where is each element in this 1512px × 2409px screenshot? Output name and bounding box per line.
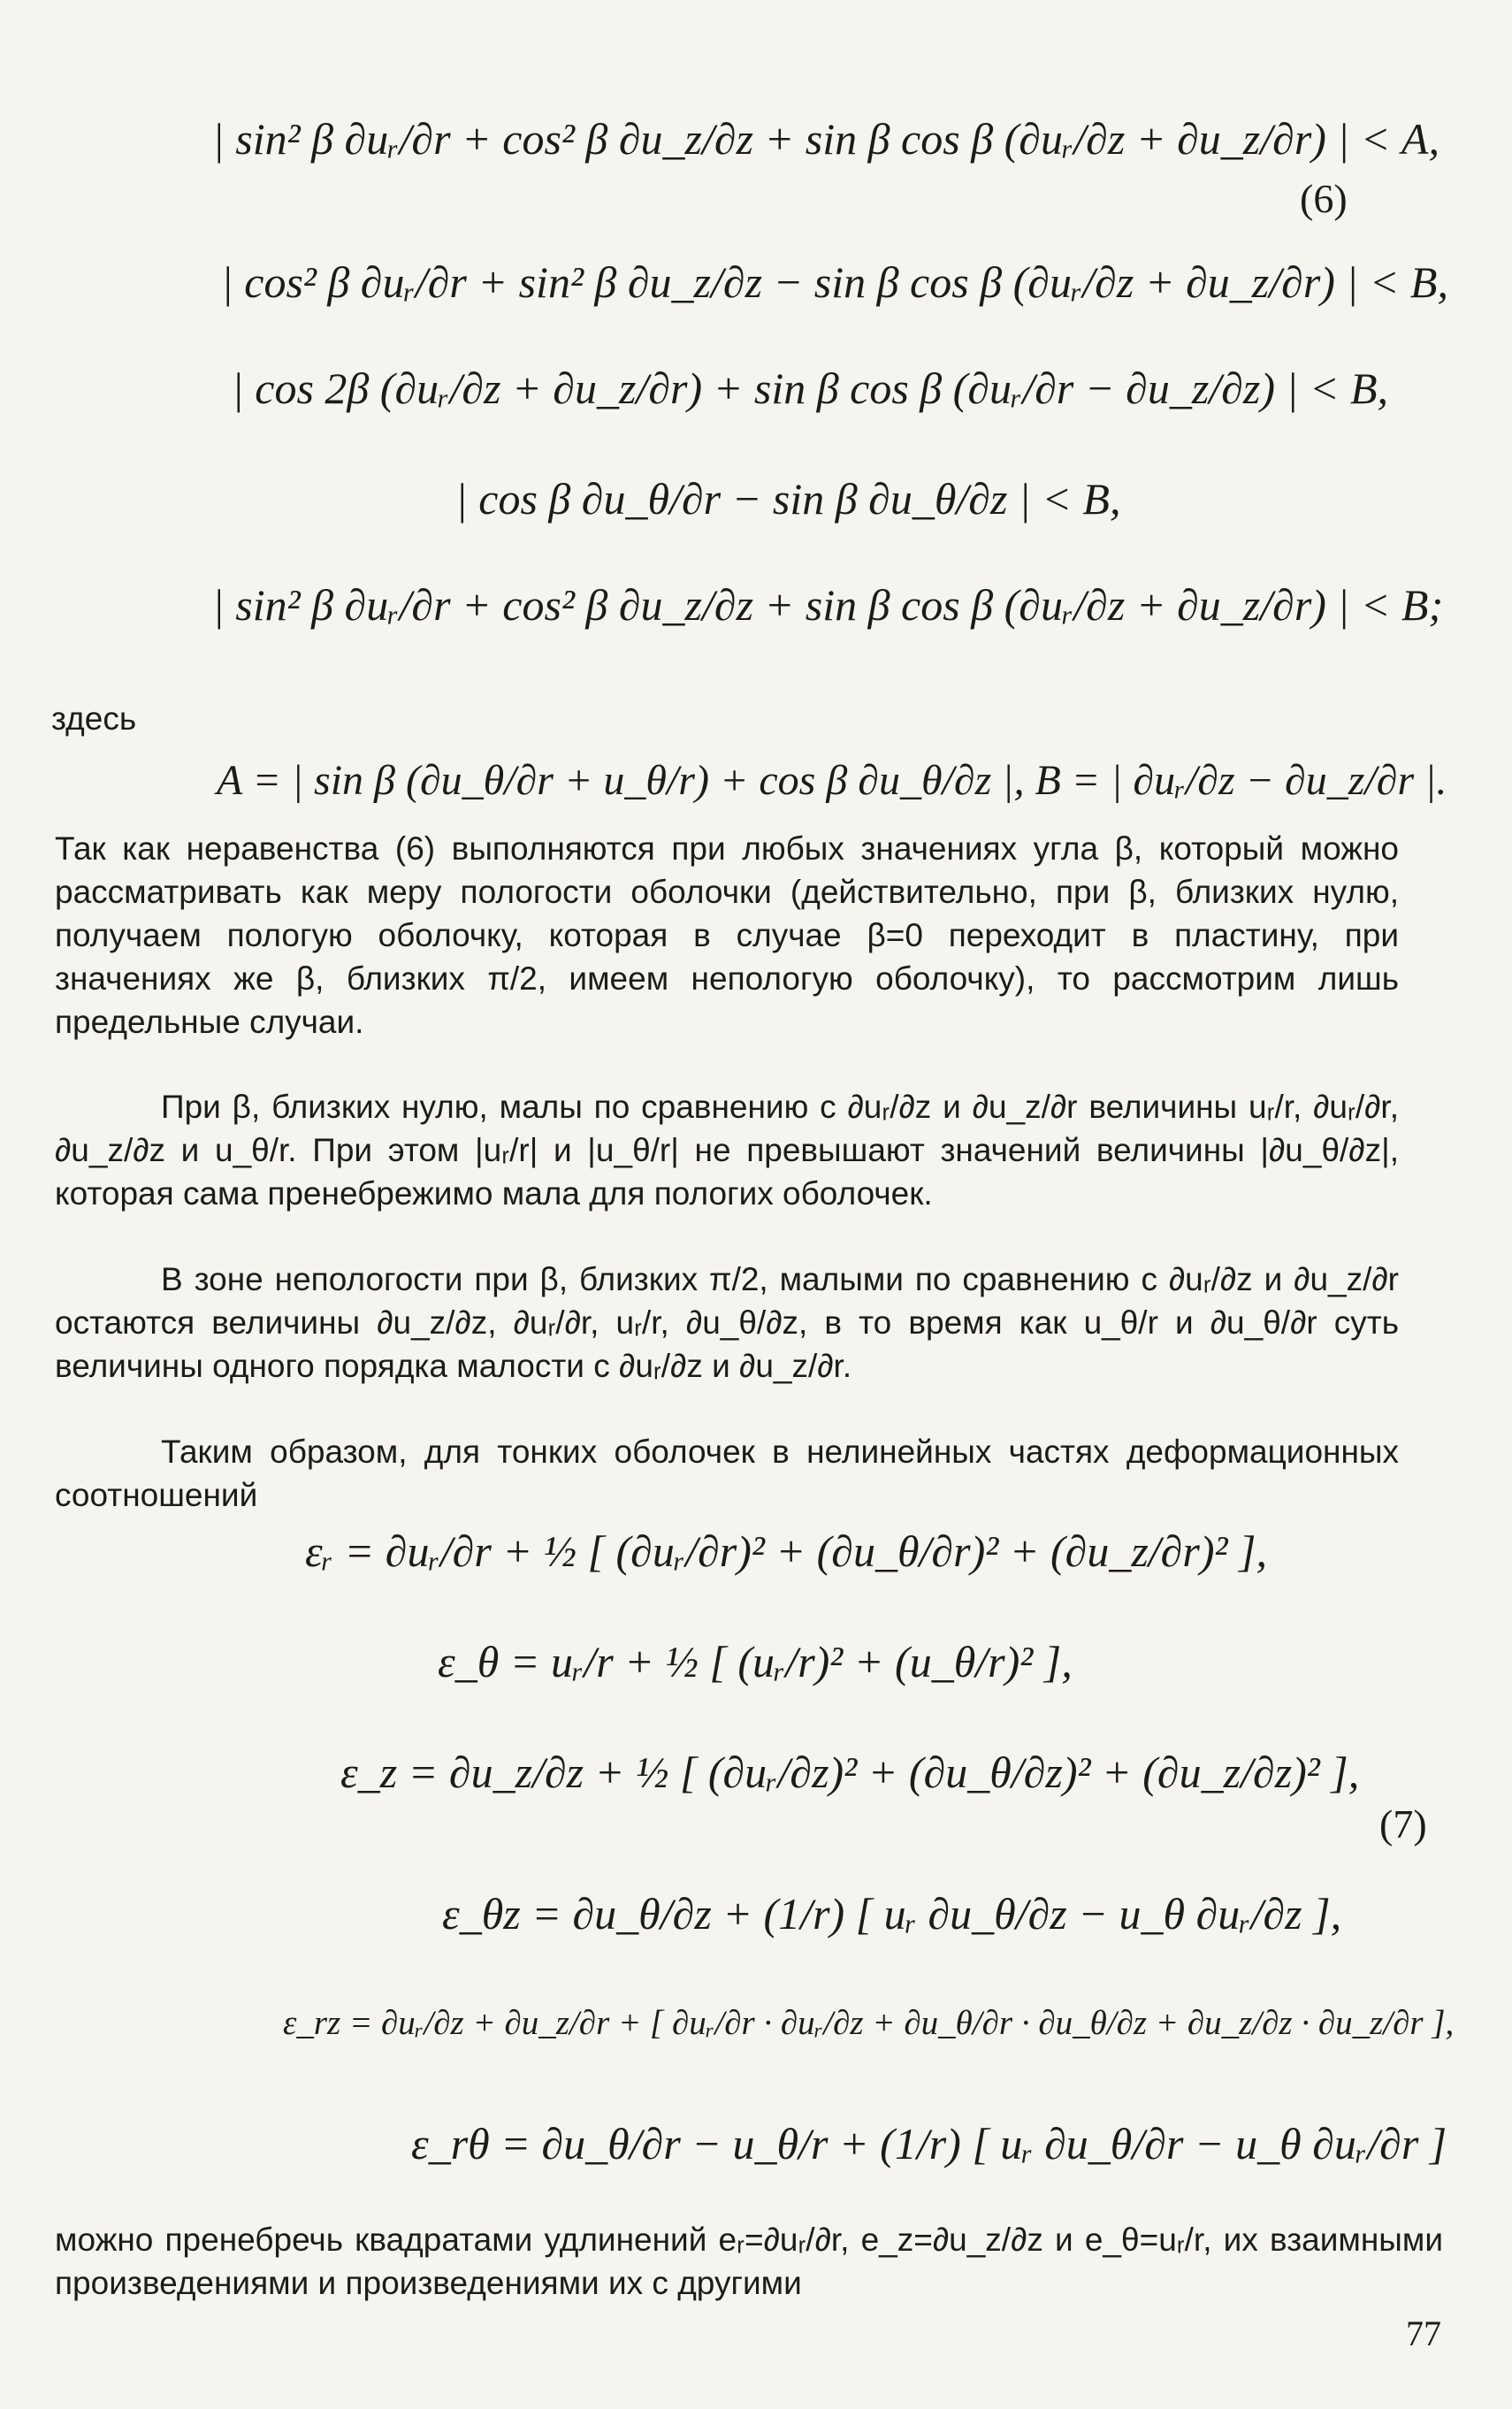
paragraph-3: В зоне непологости при β, близких π/2, малыми по сравнению с ∂uᵣ/∂z и ∂u_z/∂r остаются величины ∂u_z/∂z, ∂uᵣ/∂r, uᵣ/r, ∂u_θ/∂z, в то время как u_θ/r и ∂u_θ/∂r суть величины одного порядка малости с ∂uᵣ/∂z и ∂u_z/∂r. [55, 1261, 1399, 1384]
inequality-6-line-5: | sin² β ∂uᵣ/∂r + cos² β ∂u_z/∂z + sin β cos β (∂uᵣ/∂z + ∂u_z/∂r) | < B; [212, 580, 1444, 630]
paragraph-2: При β, близких нулю, малы по сравнению с ∂uᵣ/∂z и ∂u_z/∂r величины uᵣ/r, ∂uᵣ/∂r, ∂u_z/∂z и u_θ/r. При этом |uᵣ/r| и |u_θ/r| не превышают значений величины |∂u_θ/∂z|, которая сама пренебрежимо мала для пологих оболочек. [55, 1089, 1399, 1212]
strain-epsilon-z: ε_z = ∂u_z/∂z + ½ [ (∂uᵣ/∂z)² + (∂u_θ/∂z)² + (∂u_z/∂z)² ], [340, 1747, 1360, 1797]
strain-epsilon-theta-z: ε_θz = ∂u_θ/∂z + (1/r) [ uᵣ ∂u_θ/∂z − u_θ ∂uᵣ/∂z ], [442, 1889, 1342, 1939]
strain-epsilon-theta: ε_θ = uᵣ/r + ½ [ (uᵣ/r)² + (u_θ/r)² ], [438, 1637, 1073, 1686]
strain-epsilon-r-theta: ε_rθ = ∂u_θ/∂r − u_θ/r + (1/r) [ uᵣ ∂u_θ/∂r − u_θ ∂uᵣ/∂r ] [411, 2119, 1447, 2168]
inequality-6-line-2: | cos² β ∂uᵣ/∂r + sin² β ∂u_z/∂z − sin β cos β (∂uᵣ/∂z + ∂u_z/∂r) | < B, [221, 257, 1448, 307]
definition-a-b: A = | sin β (∂u_θ/∂r + u_θ/r) + cos β ∂u_θ/∂z |, B = | ∂uᵣ/∂z − ∂u_z/∂r |. [217, 757, 1447, 804]
closing-text: можно пренебречь квадратами удлинений eᵣ=∂uᵣ/∂r, e_z=∂u_z/∂z и e_θ=uᵣ/r, их взаимными произведениями и произведениями их с другими [55, 2222, 1443, 2301]
equation-number-7: (7) [1379, 1801, 1427, 1847]
strain-epsilon-r: εᵣ = ∂uᵣ/∂r + ½ [ (∂uᵣ/∂r)² + (∂u_θ/∂r)² + (∂u_z/∂r)² ], [305, 1526, 1267, 1576]
paragraph-1: Так как неравенства (6) выполняются при любых значениях угла β, который можно рассматривать как меру пологости оболочки (действительно, при β, близких нулю, получаем пологую оболочку, которая в случае β=0 переходит в пластину, при значениях же β, близких π/2, имеем непологую оболочку), то рассмотрим лишь предельные случаи. [55, 830, 1399, 1040]
strain-epsilon-r-z: ε_rz = ∂uᵣ/∂z + ∂u_z/∂r + [ ∂uᵣ/∂r · ∂uᵣ/∂z + ∂u_θ/∂r · ∂u_θ/∂z + ∂u_z/∂z · ∂u_z/∂r ], [283, 2004, 1455, 2042]
inequality-6-line-1: | sin² β ∂uᵣ/∂r + cos² β ∂u_z/∂z + sin β cos β (∂uᵣ/∂z + ∂u_z/∂r) | < A, [212, 114, 1439, 164]
inequality-6-line-4: | cos β ∂u_θ/∂r − sin β ∂u_θ/∂z | < B, [455, 474, 1121, 524]
equation-number-6: (6) [1300, 176, 1348, 221]
page-number: 77 [1406, 2313, 1441, 2353]
here-label: здесь [51, 700, 137, 737]
inequality-6-line-3: | cos 2β (∂uᵣ/∂z + ∂u_z/∂r) + sin β cos β (∂uᵣ/∂r − ∂u_z/∂z) | < B, [232, 363, 1389, 413]
paragraph-4: Таким образом, для тонких оболочек в нелинейных частях деформационных соотношений [55, 1434, 1399, 1513]
